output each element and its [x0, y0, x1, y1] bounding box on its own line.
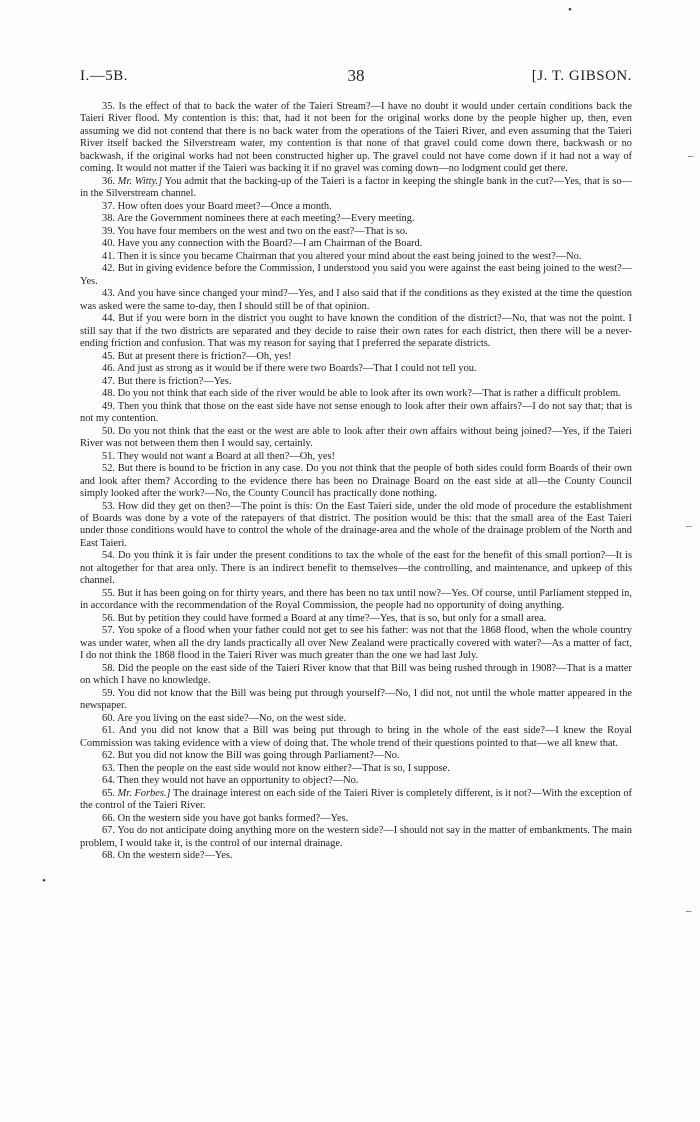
paragraph-text: Are you living on the east side?—No, on the west side. [117, 712, 347, 724]
paragraph-text: Then you think that those on the east side have not sense enough to look after their own affairs?—I do not say that; that is not my contention. [80, 400, 632, 425]
paragraph-text: Then the people on the east side would not know either?—That is so, I suppose. [117, 762, 450, 774]
question-answer-paragraph [80, 213, 632, 225]
paragraph-text: Are the Government nominees there at each meeting?—Every meeting. [117, 213, 415, 225]
question-answer-paragraph [80, 401, 632, 426]
question-number: 49. [102, 400, 115, 412]
question-number: 65. [102, 787, 115, 799]
paragraph-text: You spoke of a flood when your father could not get to see his father: was not that the 1868 flood, when the whole country was under water, when all the dry lands practically all over New Zealand were practically covered with water?—As a matter of fact, I do not think the 1868 flood in the Taieri River was much greater than the one we had last July. [80, 625, 633, 662]
question-answer-paragraph [80, 176, 632, 201]
question-answer-paragraph [80, 451, 632, 463]
question-number: 39. [102, 225, 115, 237]
question-answer-paragraph [80, 813, 632, 825]
paragraph-text: On the western side?—Yes. [117, 850, 233, 862]
paragraph-text: They would not want a Board at all then?—Oh, yes! [117, 450, 335, 462]
paragraph-text: How often does your Board meet?—Once a month. [117, 200, 332, 212]
paragraph-text: Do you not think that the east or the west are able to look after their own affairs without being joined?—Yes, if the Taieri River was not between them then I would say, certainly. [80, 425, 632, 450]
question-answer-paragraph [80, 288, 632, 313]
question-number: 37. [102, 200, 115, 212]
question-number: 44. [102, 313, 115, 325]
paragraph-text: And just as strong as it would be if there were two Boards?—That I could not tell you. [117, 363, 477, 375]
margin-tick-mark: – [686, 905, 692, 917]
question-answer-paragraph [80, 825, 632, 850]
question-number: 38. [102, 213, 115, 225]
paragraph-text: But it has been going on for thirty years, and there has been no tax until now?—Yes. Of course, until Parliament stepped in, in accordance with the recommendation of the Royal Commission, the people had no opportunity of doing anything. [80, 587, 632, 612]
paragraph-text: But in giving evidence before the Commission, I understood you said you were against the east being joined to the west?—Yes. [80, 263, 632, 287]
question-number: 60. [102, 712, 115, 724]
paragraph-text: Did the people on the east side of the Taieri River know that that Bill was being rushed through in 1908?—That is a matter on which I have no knowledge. [80, 662, 632, 687]
question-answer-paragraph [80, 850, 632, 862]
paragraph-text: Do you think it is fair under the present conditions to tax the whole of the east for the benefit of this small portion?—It is not altogether for that area only. There is an indirect benefit to themselves—the controlling, and maintenance, and upkeep of this channel. [80, 550, 632, 587]
question-answer-paragraph [80, 501, 632, 551]
question-answer-paragraph [80, 550, 632, 587]
question-number: 61. [102, 725, 115, 737]
question-number: 52. [102, 463, 115, 475]
paragraph-text: The drainage interest on each side of the Taieri River is completely different, is it not?—With the exception of the control of the Taieri River. [80, 787, 632, 812]
question-answer-paragraph [80, 613, 632, 625]
paragraph-text: You have four members on the west and two on the east?—That is so. [117, 225, 408, 237]
question-answer-paragraph [80, 625, 632, 662]
question-answer-paragraph [80, 426, 632, 451]
question-number: 55. [102, 587, 115, 599]
paragraph-text: But at present there is friction?—Oh, yes! [117, 350, 292, 362]
paragraph-text: How did they get on then?—The point is this: On the East Taieri side, under the old mode of procedure the establishment of Boards was done by a vote of the ratepayers of that district. The position would be this: that the small area of the East Taieri under those conditions would have to control the whole of the drainage-area and the whole of the drainage problem of the North and East Taieri. [80, 500, 632, 549]
question-number: 45. [102, 350, 115, 362]
paragraph-text: You do not anticipate doing anything more on the western side?—I should not say in the matter of embankments. The main problem, I would take it, is the control of our internal drainage. [80, 825, 632, 849]
paragraph-text: Then they would not have an opportunity to object?—No. [117, 775, 359, 787]
witness-name: [J. T. GIBSON. [531, 68, 632, 84]
paragraph-text: On the western side you have got banks formed?—Yes. [117, 812, 349, 824]
question-number: 64. [102, 775, 115, 787]
question-number: 50. [102, 425, 115, 437]
question-answer-paragraph [80, 263, 632, 288]
question-number: 43. [102, 288, 115, 300]
document-body [80, 101, 632, 863]
question-number: 56. [102, 612, 115, 624]
question-answer-paragraph [80, 201, 632, 213]
paragraph-text: Then it is since you became Chairman that you altered your mind about the east being joined to the west?—No. [117, 250, 582, 262]
paragraph-text: You admit that the backing-up of the Taieri is a factor in keeping the shingle bank in the cut?—Yes, that is so—in the Silverstream channel. [80, 175, 632, 200]
question-number: 41. [102, 250, 115, 262]
paragraph-text: And you have since changed your mind?—Yes, and I also said that if the conditions as they existed at the time the question was asked were the same to-day, then I should still be of that opinion. [80, 288, 632, 312]
question-number: 58. [102, 662, 115, 674]
question-number: 67. [102, 825, 115, 837]
paragraph-text: But there is bound to be friction in any case. Do you not think that the people of both sides could form Boards of their own and look after them? According to the evidence there has been no Drainage Board on the east side at all—the County Council simply looked after the work?—No, the County Council has practically done nothing. [80, 463, 632, 500]
paragraph-text: You did not know that the Bill was being put through yourself?—No, I did not, not until the whole matter appeared in the newspaper. [80, 687, 633, 712]
question-number: 63. [102, 762, 115, 774]
paragraph-text: Do you not think that each side of the river would be able to look after its own work?—That is rather a difficult problem. [117, 388, 621, 400]
question-answer-paragraph [80, 713, 632, 725]
question-number: 66. [102, 812, 115, 824]
question-number: 54. [102, 550, 115, 562]
question-answer-paragraph [80, 376, 632, 388]
paragraph-text: Is the effect of that to back the water of the Taieri Stream?—I have no doubt it would under certain conditions back the Taieri River flood. My contention is this: that, had it not been for the original works done by the people higher up, then, even assuming we did not contend that there is no back water from the operations of the Taieri River, and even assuming that the Taieri River itself backed the Silverstream water, my contention is that none of that gravel could come down there, backwash or no backwash, if the original works had not been constructed higher up. The gravel could not have come down if it had not a way of coming. It would not matter if the Taieri was backing it if no gravel was coming down—no lodgment could get there. [80, 101, 632, 175]
paragraph-text: But you did not know the Bill was going through Parliament?—No. [117, 750, 400, 762]
speaker-label: Mr. Forbes.] [117, 787, 171, 799]
question-number: 42. [102, 263, 115, 275]
question-answer-paragraph [80, 788, 632, 813]
question-answer-paragraph [80, 463, 632, 500]
question-answer-paragraph [80, 251, 632, 263]
question-answer-paragraph [80, 763, 632, 775]
margin-tick-mark: – [688, 150, 694, 162]
question-answer-paragraph [80, 663, 632, 688]
scan-dot-mark: • [42, 875, 46, 887]
question-number: 48. [102, 388, 115, 400]
question-answer-paragraph [80, 388, 632, 400]
paragraph-text: But by petition they could have formed a Board at any time?—Yes, that is so, but only for a small area. [117, 612, 547, 624]
question-answer-paragraph [80, 775, 632, 787]
question-number: 47. [102, 375, 115, 387]
scan-dot-mark: • [568, 4, 572, 16]
paragraph-text: Have you any connection with the Board?—I am Chairman of the Board. [117, 238, 423, 250]
question-answer-paragraph [80, 588, 632, 613]
question-answer-paragraph [80, 363, 632, 375]
question-answer-paragraph [80, 351, 632, 363]
question-number: 46. [102, 363, 115, 375]
question-answer-paragraph [80, 101, 632, 176]
question-number: 40. [102, 238, 115, 250]
speaker-label: Mr. Witty.] [117, 175, 163, 187]
question-answer-paragraph [80, 725, 632, 750]
question-number: 57. [102, 625, 115, 637]
question-number: 35. [102, 101, 115, 112]
paragraph-text: But if you were born in the district you ought to have known the condition of the district?—No, that was not the point. I still say that if the two districts are separated and they decide to raise their own rates for each district, then there will be a never-ending friction and confusion. That was my reason for saying that I preferred the separate districts. [80, 313, 632, 350]
page-number: 38 [347, 66, 365, 85]
question-number: 62. [102, 750, 115, 762]
question-answer-paragraph [80, 313, 632, 350]
question-number: 68. [102, 850, 115, 862]
document-reference: I.—5B. [80, 68, 128, 84]
question-answer-paragraph [80, 750, 632, 762]
paragraph-text: But there is friction?—Yes. [117, 375, 232, 387]
question-answer-paragraph [80, 238, 632, 250]
question-answer-paragraph [80, 688, 632, 713]
page-header [80, 68, 632, 90]
margin-tick-mark: – [686, 520, 692, 532]
question-number: 51. [102, 450, 115, 462]
paragraph-text: And you did not know that a Bill was being put through to bring in the whole of the east side?—I knew the Royal Commission was taking evidence with a view of doing that. The whole trend of their questions pointed to that—we all knew that. [80, 725, 632, 749]
question-answer-paragraph [80, 226, 632, 238]
question-number: 59. [102, 687, 115, 699]
question-number: 53. [102, 500, 115, 512]
question-number: 36. [102, 175, 115, 187]
